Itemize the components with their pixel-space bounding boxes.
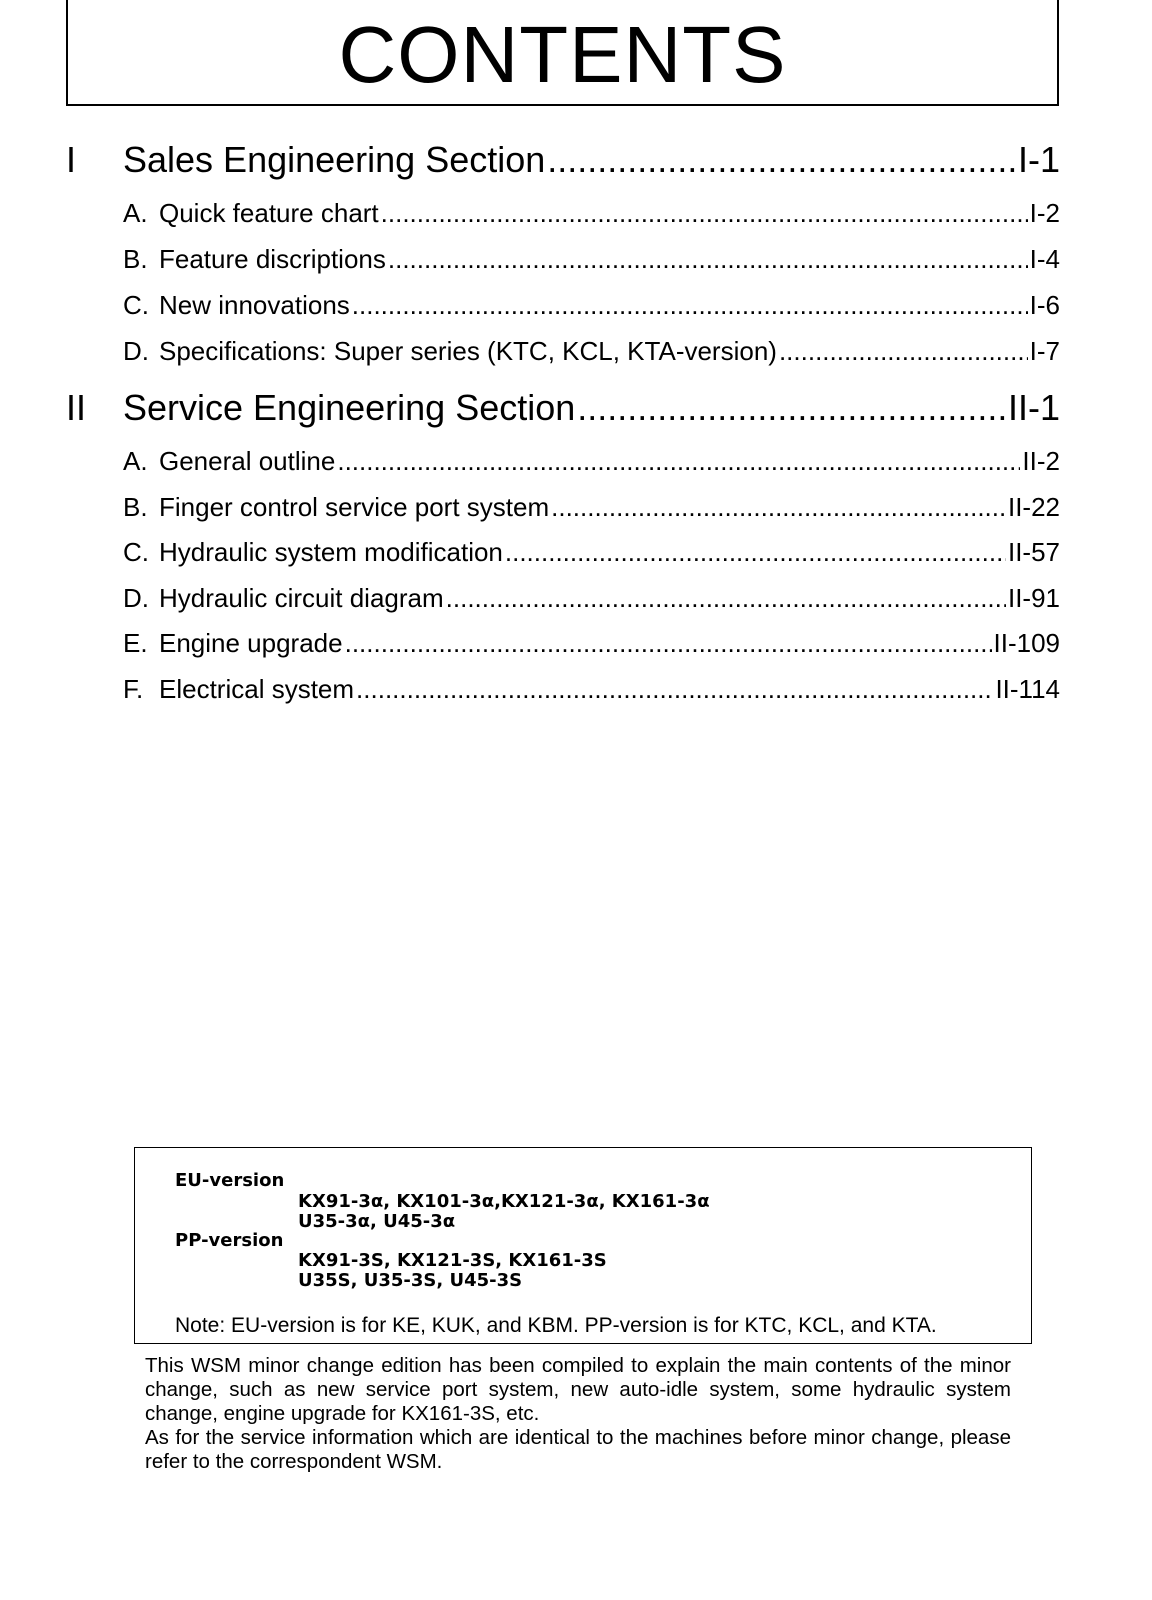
dot-leader [505,537,1006,568]
entry-page: I-6 [1029,290,1060,320]
toc-section-2[interactable] [66,387,1060,437]
entry-title: Hydraulic circuit diagram [159,583,444,613]
entry-letter: A. [123,446,148,476]
entry-title: New innovations [159,290,350,320]
entry-page: II-114 [995,674,1060,704]
entry-title: Hydraulic system modification [159,537,503,567]
entry-letter: D. [123,583,149,613]
entry-letter: C. [123,290,149,320]
section-title: Service Engineering Section [123,387,576,428]
eu-version-label: EU-version [175,1170,285,1191]
toc-entry[interactable] [123,628,1060,662]
entry-page: II-2 [1022,446,1060,476]
entry-page: II-22 [1007,492,1060,522]
dot-leader [381,198,1028,229]
dot-leader [388,244,1028,275]
entry-letter: E. [123,628,148,658]
dot-leader [356,674,993,705]
edition-notice [145,1354,1011,1474]
dot-leader [779,336,1028,367]
entry-page: II-57 [1007,537,1060,567]
entry-page: I-2 [1029,198,1060,228]
entry-letter: C. [123,537,149,567]
entry-title: Specifications: Super series (KTC, KCL, KTA-version) [159,336,777,366]
dot-leader [577,387,1006,429]
dot-leader [345,628,992,659]
entry-page: I-7 [1029,336,1060,366]
entry-title: Electrical system [159,674,355,704]
entry-letter: F. [123,674,144,704]
pp-models-line: KX91-3S, KX121-3S, KX161-3S [298,1250,607,1271]
notice-paragraph: This WSM minor change edition has been compiled to explain the main contents of the minor change, such as new service port system, new auto-idle system, some hydraulic system change, engine upgrade for KX161-3S, etc. [145,1354,1011,1425]
section-numeral: I [66,139,77,180]
notice-paragraph: As for the service information which are identical to the machines before minor change, please refer to the correspondent WSM. [145,1426,1011,1473]
eu-models-line: U35-3α, U45-3α [298,1211,456,1232]
entry-title: Engine upgrade [159,628,343,658]
dot-leader [352,290,1028,321]
dot-leader [337,446,1020,477]
eu-models-line: KX91-3α, KX101-3α,KX121-3α, KX161-3α [298,1191,710,1212]
entry-title: Quick feature chart [159,198,379,228]
entry-title: General outline [159,446,336,476]
entry-title: Feature discriptions [159,244,386,274]
toc-entry[interactable] [123,492,1060,526]
entry-letter: B. [123,244,148,274]
section-page: I-1 [1017,139,1060,180]
dot-leader [547,139,1016,181]
version-info-box [134,1147,1032,1344]
section-title: Sales Engineering Section [123,139,546,180]
pp-models-line: U35S, U35-3S, U45-3S [298,1270,523,1291]
page-title: CONTENTS [338,10,787,99]
toc-entry[interactable] [123,674,1060,708]
entry-letter: A. [123,198,148,228]
title-box [66,0,1059,106]
toc-entry[interactable] [123,244,1060,278]
toc-entry[interactable] [123,537,1060,571]
toc-section-1[interactable] [66,139,1060,189]
toc-entry[interactable] [123,198,1060,232]
toc-entry[interactable] [123,446,1060,480]
entry-page: II-109 [993,628,1060,658]
entry-page: II-91 [1007,583,1060,613]
toc-entry[interactable] [123,336,1060,370]
dot-leader [446,583,1006,614]
entry-title: Finger control service port system [159,492,550,522]
dot-leader [551,492,1006,523]
section-numeral: II [66,387,87,428]
entry-page: I-4 [1029,244,1060,274]
entry-letter: D. [123,336,149,366]
pp-version-label: PP-version [175,1230,284,1251]
section-page: II-1 [1007,387,1060,428]
version-note: Note: EU-version is for KE, KUK, and KBM. PP-version is for KTC, KCL, and KTA. [175,1314,937,1337]
toc-entry[interactable] [123,290,1060,324]
toc-entry[interactable] [123,583,1060,617]
entry-letter: B. [123,492,148,522]
